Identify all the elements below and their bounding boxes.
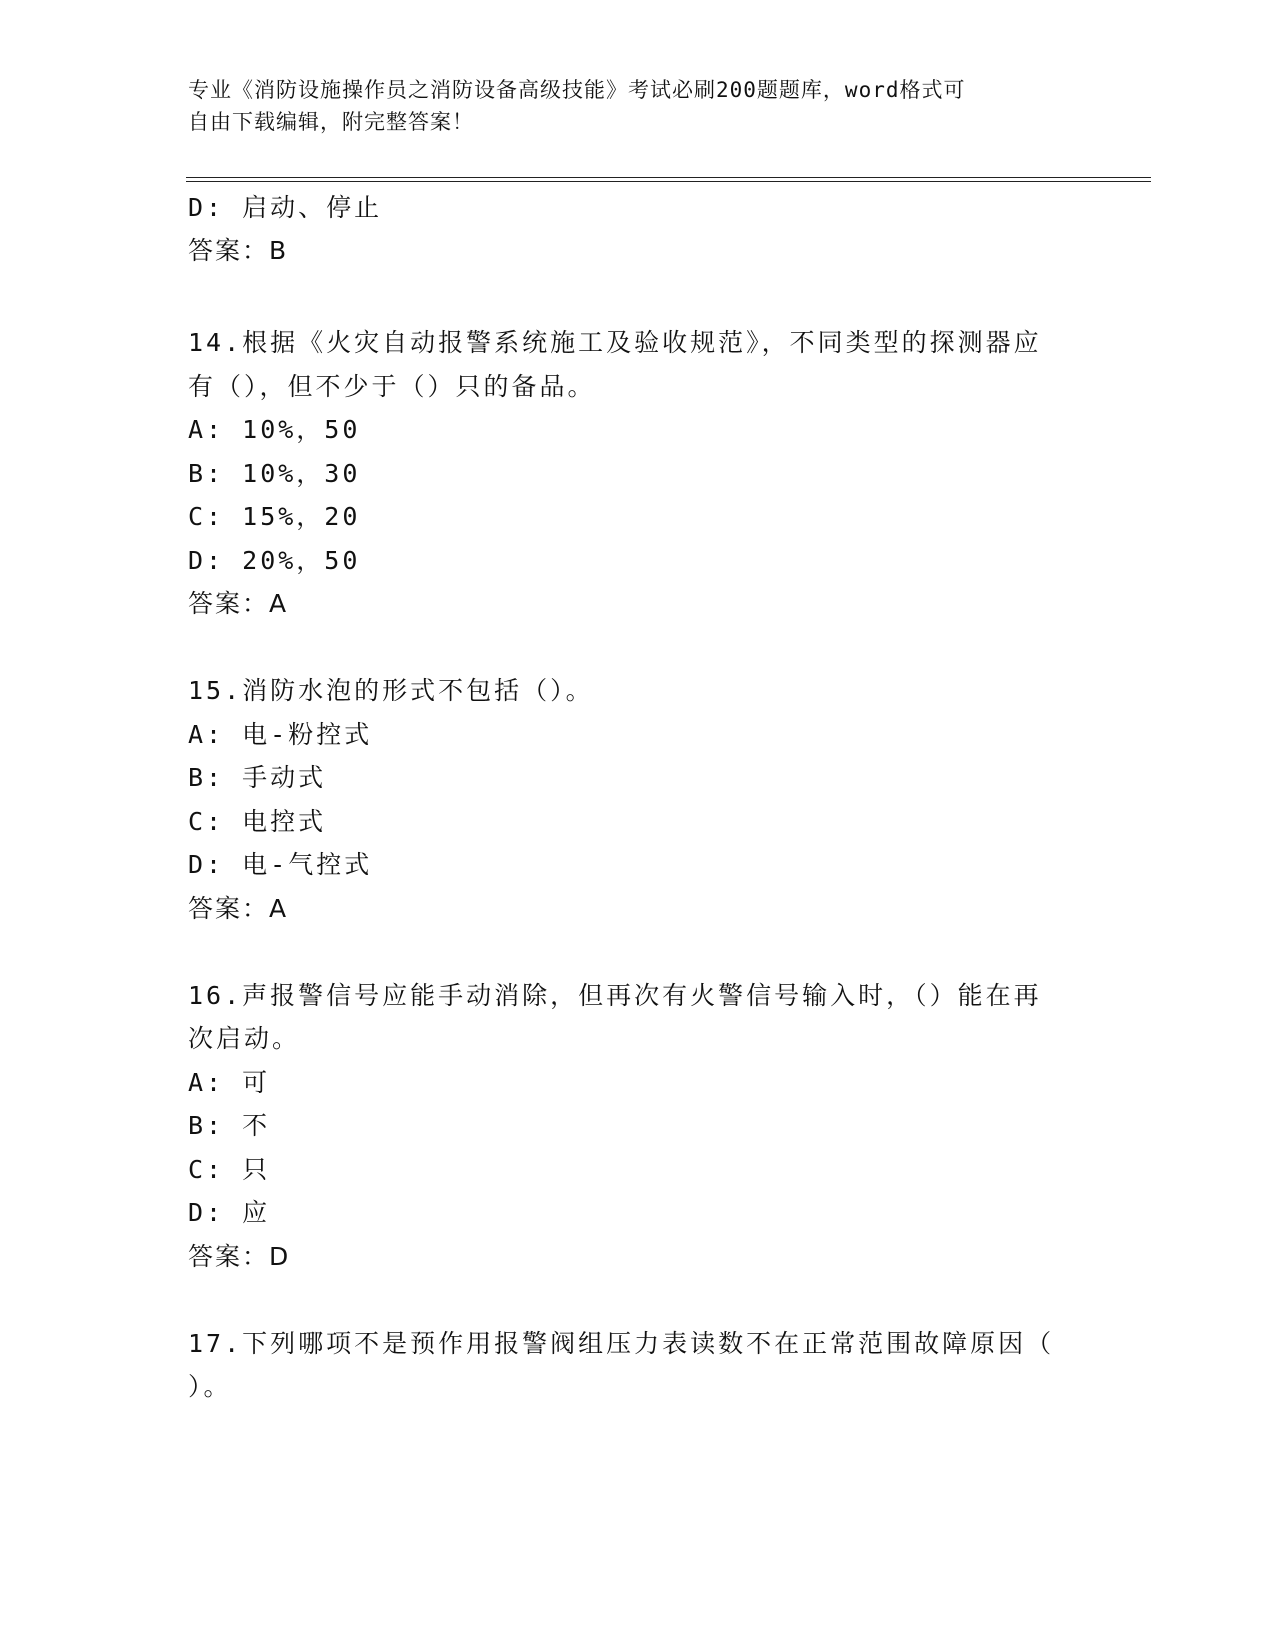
q16-option-c: C: 只 [188, 1155, 271, 1184]
header-title-line-2: 自由下载编辑，附完整答案！ [188, 110, 474, 134]
q16-stem-line-2: 次启动。 [188, 1024, 301, 1053]
header-title-line-1: 专业《消防设施操作员之消防设备高级技能》考试必刷200题题库，word格式可 [188, 78, 966, 102]
q15-answer: 答案：A [188, 894, 289, 923]
prev-answer: 答案：B [188, 236, 289, 265]
q15-option-b: B: 手动式 [188, 763, 327, 792]
q17-stem-line-2: ）。 [188, 1372, 232, 1401]
q16-option-a: A: 可 [188, 1068, 271, 1097]
q17-stem-line-1: 17.下列哪项不是预作用报警阀组压力表读数不在正常范围故障原因（ [188, 1329, 1055, 1358]
header-divider-top [186, 177, 1151, 178]
q14-answer: 答案：A [188, 589, 289, 618]
q16-stem-line-1: 16.声报警信号应能手动消除，但再次有火警信号输入时，（）能在再 [188, 981, 1042, 1010]
q14-option-a: A: 10%，50 [188, 415, 361, 444]
header-divider-bottom [186, 181, 1151, 182]
q14-stem-line-2: 有（），但不少于（）只的备品。 [188, 372, 596, 401]
document-header [188, 74, 1068, 138]
q15-option-c: C: 电控式 [188, 807, 327, 836]
prev-option-d: D: 启动、停止 [188, 193, 383, 222]
q16-answer: 答案：D [188, 1242, 291, 1271]
q14-stem-line-1: 14.根据《火灾自动报警系统施工及验收规范》，不同类型的探测器应 [188, 328, 1042, 357]
q15-option-d: D: 电-气控式 [188, 850, 373, 879]
q15-option-a: A: 电-粉控式 [188, 720, 373, 749]
q14-option-c: C: 15%，20 [188, 502, 361, 531]
q15-stem-line-1: 15.消防水泡的形式不包括（）。 [188, 676, 594, 705]
q14-option-d: D: 20%，50 [188, 546, 361, 575]
q16-option-b: B: 不 [188, 1111, 271, 1140]
q14-option-b: B: 10%，30 [188, 459, 361, 488]
q16-option-d: D: 应 [188, 1198, 271, 1227]
